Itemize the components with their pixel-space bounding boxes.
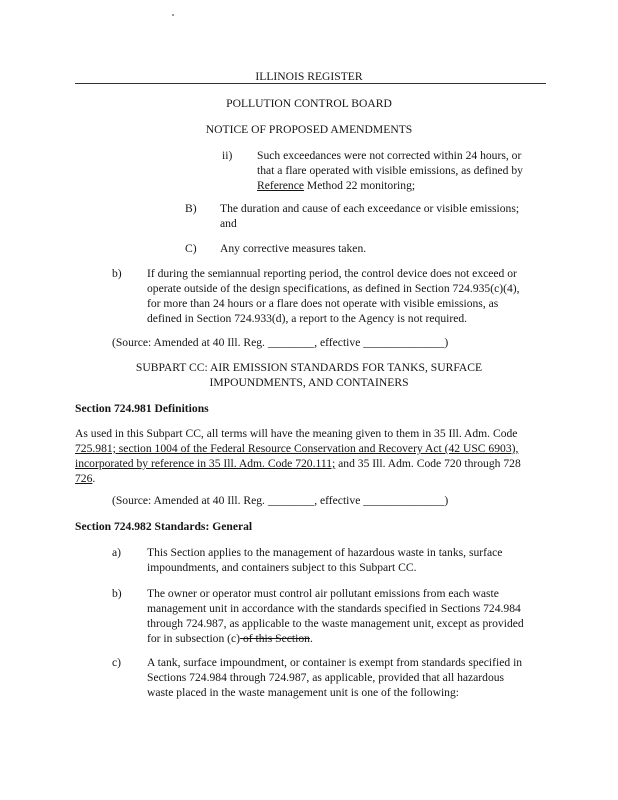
- item-ii-label: ii): [222, 149, 233, 162]
- section-981-line4-rest: .: [92, 472, 96, 485]
- item-ii-line1: Such exceedances were not corrected within 24 hours, or: [257, 149, 522, 162]
- section-981-heading: Section 724.981 Definitions: [75, 402, 209, 415]
- section-982-b-line4-struck: of this Section: [240, 632, 310, 645]
- section-982-b-line3: through 724.987, as applicable to the waste management unit, except as provided: [147, 617, 524, 630]
- section-982-c-line2: Sections 724.984 through 724.987, as applicable, provided that all hazardous: [147, 671, 505, 684]
- section-981-line3-inserted: incorporated by reference in 35 Ill. Adm. Code 720.111;: [75, 457, 336, 470]
- section-982-c-label: c): [112, 656, 122, 669]
- item-b-line2: operate outside of the design specifications, as defined in Section 724.935(c)(4),: [147, 282, 520, 295]
- item-ii-line3-rest: Method 22 monitoring;: [303, 179, 416, 192]
- section-982-b-line4: [147, 631, 313, 647]
- item-b-line1: If during the semiannual reporting period, the control device does not exceed or: [147, 267, 517, 280]
- source-note-2: (Source: Amended at 40 Ill. Reg. ________, effective ______________): [112, 494, 449, 507]
- board-title: POLLUTION CONTROL BOARD: [226, 97, 392, 110]
- section-981-line3-rest: and 35 Ill. Adm. Code 720 through 728: [335, 457, 521, 470]
- section-982-a-line1: This Section applies to the management of hazardous waste in tanks, surface: [147, 546, 503, 559]
- section-982-c-line1: A tank, surface impoundment, or container is exempt from standards specified in: [147, 656, 523, 669]
- item-ii-line3: [257, 178, 415, 194]
- item-ii-line2: that a flare operated with visible emissions, as defined by: [257, 164, 523, 177]
- header-rule: [75, 83, 546, 84]
- section-982-a-line2: impoundments, and containers subject to this Subpart CC.: [147, 561, 417, 574]
- notice-title: NOTICE OF PROPOSED AMENDMENTS: [205, 123, 413, 136]
- section-981-line4-inserted: 726: [75, 472, 93, 485]
- section-982-b-label: b): [112, 587, 122, 600]
- item-C-label: C): [185, 242, 197, 255]
- item-B-line2: and: [220, 217, 237, 230]
- section-981-line3: [75, 456, 521, 472]
- section-982-b-line1: The owner or operator must control air pollutant emissions from each waste: [147, 587, 499, 600]
- section-981-line4: [75, 471, 95, 487]
- section-982-b-line4-a: for in subsection (c): [147, 632, 241, 645]
- source-note-1: (Source: Amended at 40 Ill. Reg. ________, effective ______________): [112, 336, 449, 349]
- subpart-title-line2: IMPOUNDMENTS, AND CONTAINERS: [209, 376, 409, 389]
- section-982-b-line2: management unit in accordance with the standards specified in Sections 724.984: [147, 602, 521, 615]
- section-982-heading: Section 724.982 Standards: General: [75, 520, 253, 533]
- section-982-b-line4-b: .: [309, 632, 313, 645]
- reference-inserted: Reference: [257, 179, 304, 192]
- section-981-line1: As used in this Subpart CC, all terms will have the meaning given to them in 35 Ill. Adm. Code: [75, 427, 518, 440]
- section-982-a-label: a): [112, 546, 122, 559]
- item-B-label: B): [185, 202, 197, 215]
- subpart-title-line1: SUBPART CC: AIR EMISSION STANDARDS FOR TANKS, SURFACE: [135, 361, 483, 374]
- item-C-line1: Any corrective measures taken.: [220, 242, 367, 255]
- register-title: ILLINOIS REGISTER: [255, 70, 363, 83]
- item-b-label: b): [112, 267, 122, 280]
- section-982-c-line3: waste placed in the waste management unit is one of the following:: [147, 686, 459, 699]
- item-b-line3: for more than 24 hours or a flare does not operate with visible emissions, as: [147, 297, 499, 310]
- section-981-line2: 725.981; section 1004 of the Federal Resource Conservation and Recovery Act (42 USC 6903),: [75, 442, 519, 455]
- scan-speck: [172, 14, 174, 16]
- item-B-line1: The duration and cause of each exceedance or visible emissions;: [220, 202, 520, 215]
- item-b-line4: defined in Section 724.933(d), a report to the Agency is not required.: [147, 312, 468, 325]
